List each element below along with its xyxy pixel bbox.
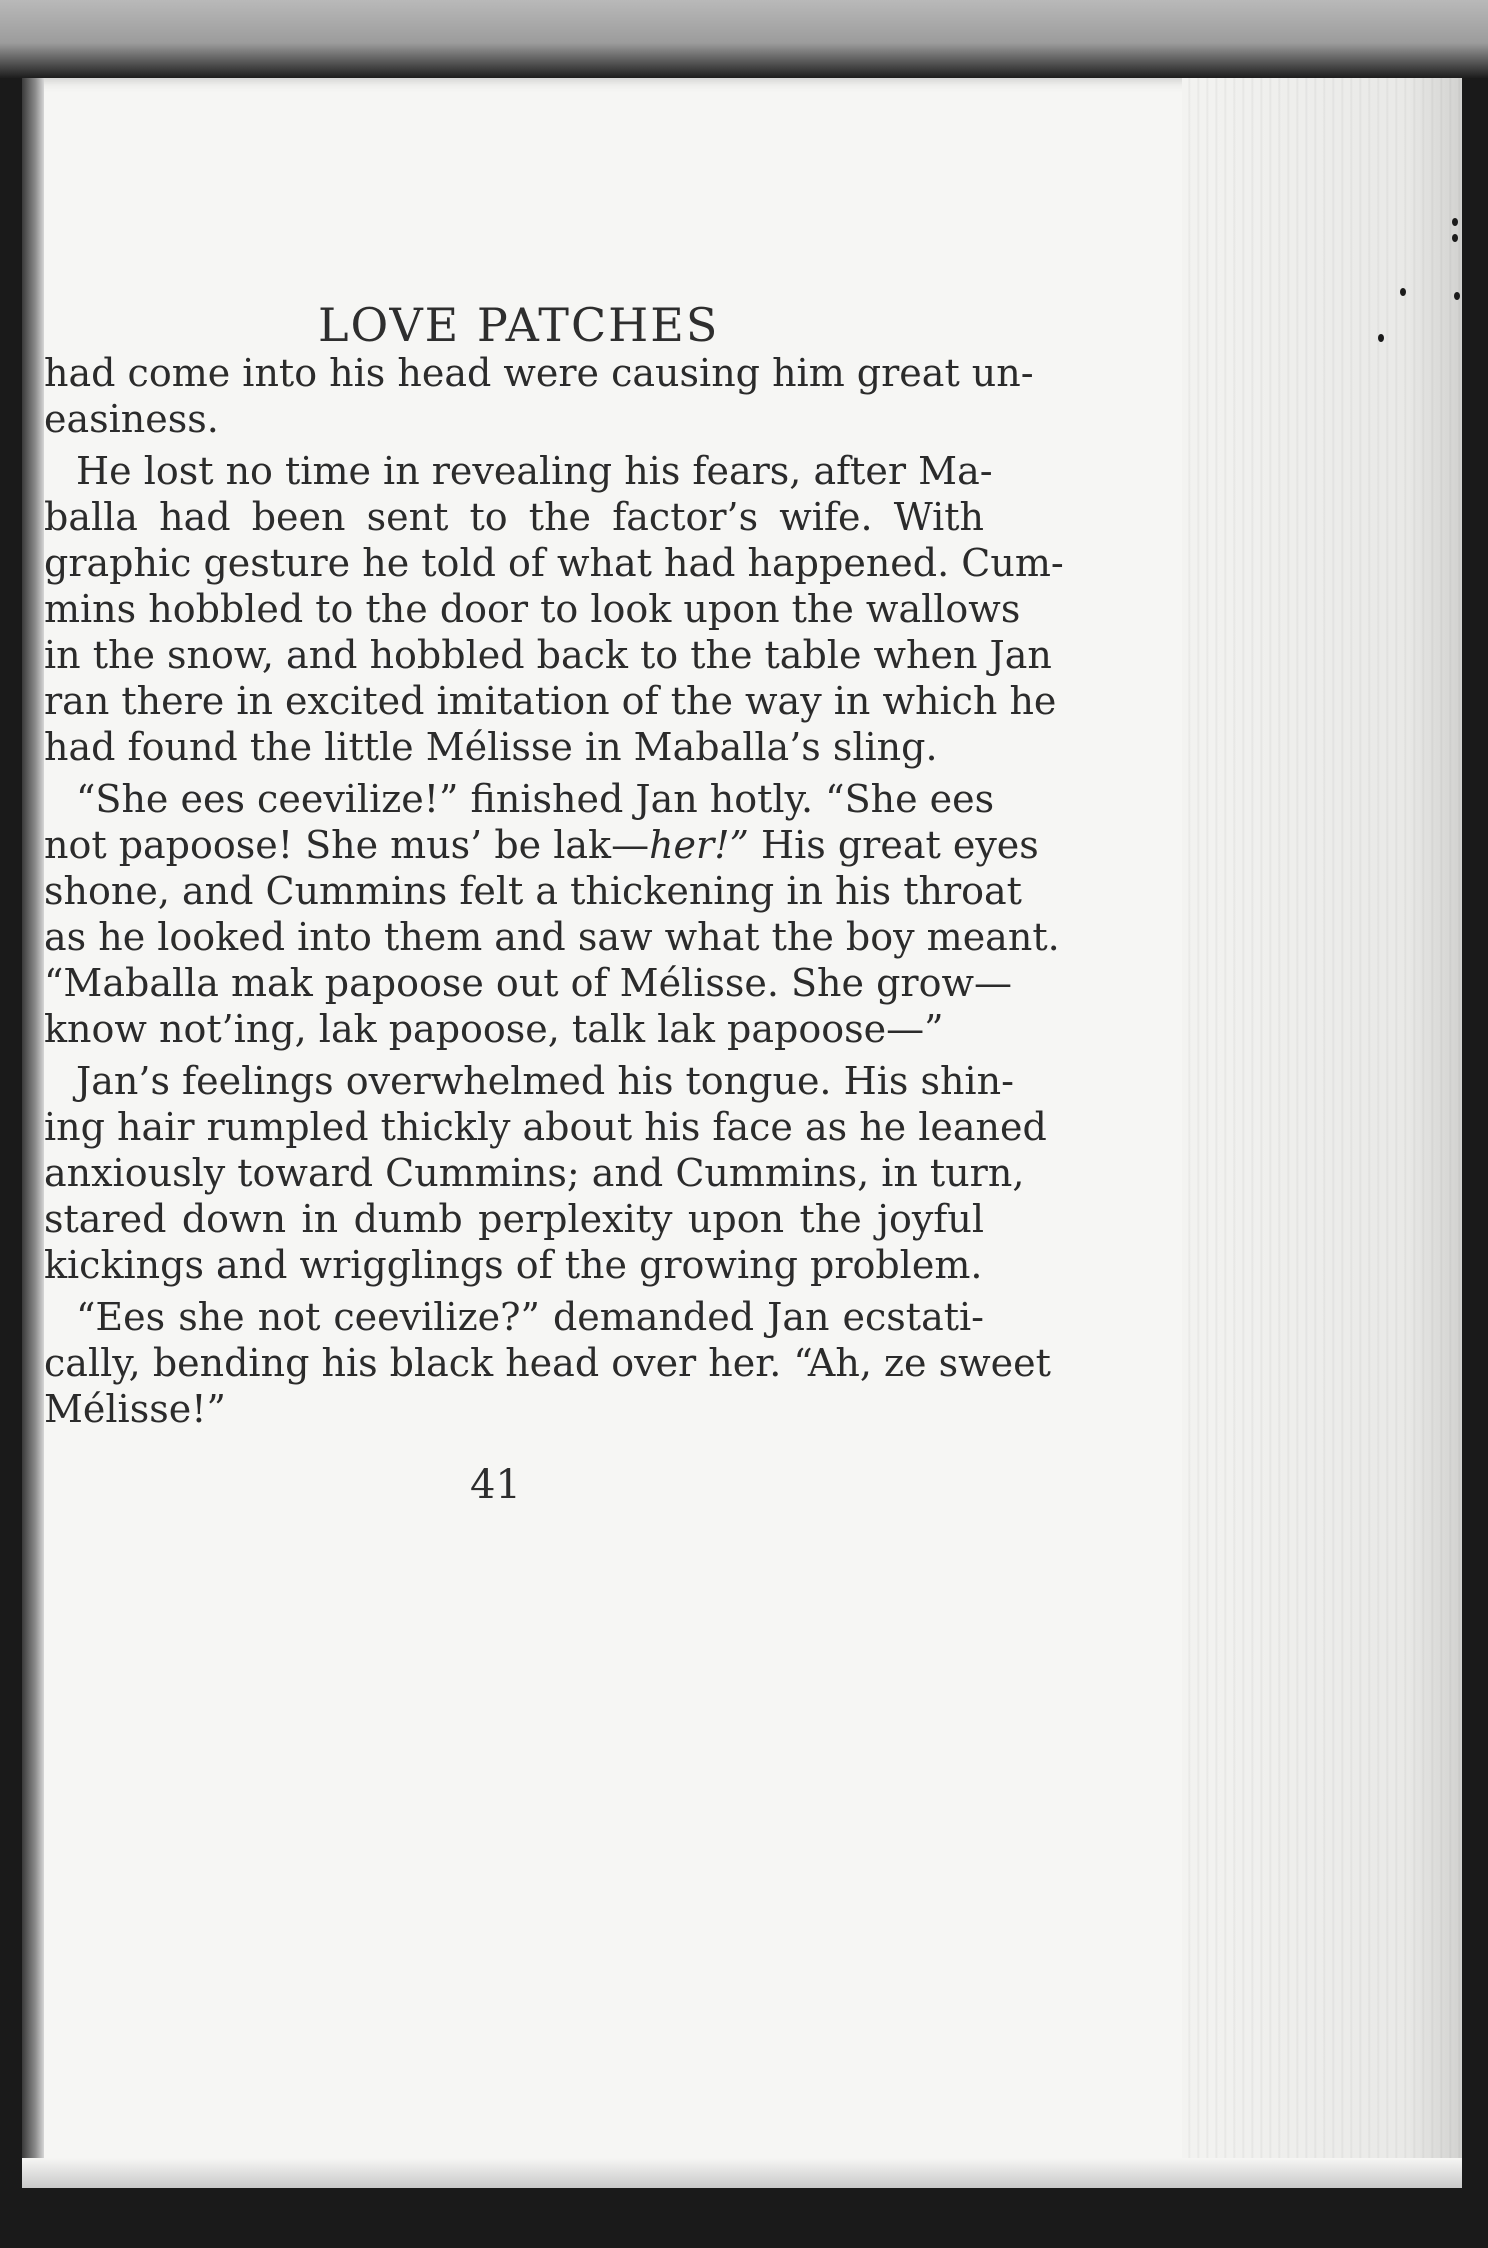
edge-speck	[1454, 292, 1460, 300]
text-line: Jan’s feelings overwhelmed his tongue. His shin-	[76, 1059, 1014, 1103]
scan-top-border	[0, 0, 1488, 78]
text-line: ing hair rumpled thickly about his face as he leaned	[44, 1105, 1047, 1149]
text-line: kickings and wrigglings of the growing problem.	[44, 1243, 983, 1287]
running-head: LOVE PATCHES	[318, 298, 720, 352]
text-line: “She ees ceevilize!” finished Jan hotly. “She ees	[76, 777, 995, 821]
text-line: Mélisse!”	[44, 1387, 226, 1431]
edge-speck	[1452, 218, 1458, 226]
text-line: easiness.	[44, 397, 219, 441]
text-line: stared down in dumb perplexity upon the joyful	[44, 1197, 984, 1241]
page-number: 41	[470, 1462, 521, 1508]
text-line: had found the little Mélisse in Maballa’s sling.	[44, 725, 938, 769]
text-line: “Ees she not ceevilize?” demanded Jan ecstati-	[76, 1295, 984, 1339]
text-line: graphic gesture he told of what had happened. Cum-	[44, 541, 1064, 585]
text-line: He lost no time in revealing his fears, after Ma-	[76, 449, 993, 493]
text-line: “Maballa mak papoose out of Mélisse. She grow—	[44, 961, 1012, 1005]
italic-text: her!”	[649, 823, 749, 867]
text-line: cally, bending his black head over her. “Ah, ze sweet	[44, 1341, 1051, 1385]
text-line	[44, 820, 1039, 870]
page-gutter-shadow	[22, 78, 44, 2188]
text-line: ran there in excited imitation of the way in which he	[44, 679, 1057, 723]
text-line: as he looked into them and saw what the boy meant.	[44, 915, 1060, 959]
text-line: know not’ing, lak papoose, talk lak papoose—”	[44, 1007, 944, 1051]
text-line: anxiously toward Cummins; and Cummins, in turn,	[44, 1151, 1025, 1195]
text-span: His great eyes	[748, 823, 1039, 867]
book-page-edges	[1182, 78, 1462, 2188]
book-page	[22, 78, 1462, 2188]
text-line: mins hobbled to the door to look upon the wallows	[44, 587, 1021, 631]
text-span: not papoose! She mus’ be lak—	[44, 823, 650, 867]
text-line: balla had been sent to the factor’s wife. With	[44, 495, 984, 539]
page-bottom-shadow	[22, 2158, 1462, 2188]
text-line: in the snow, and hobbled back to the table when Jan	[44, 633, 1052, 677]
edge-speck	[1378, 334, 1384, 342]
text-line: had come into his head were causing him great un-	[44, 351, 1034, 395]
edge-speck	[1400, 288, 1406, 296]
edge-speck	[1452, 234, 1458, 242]
text-line: shone, and Cummins felt a thickening in his throat	[44, 869, 1022, 913]
